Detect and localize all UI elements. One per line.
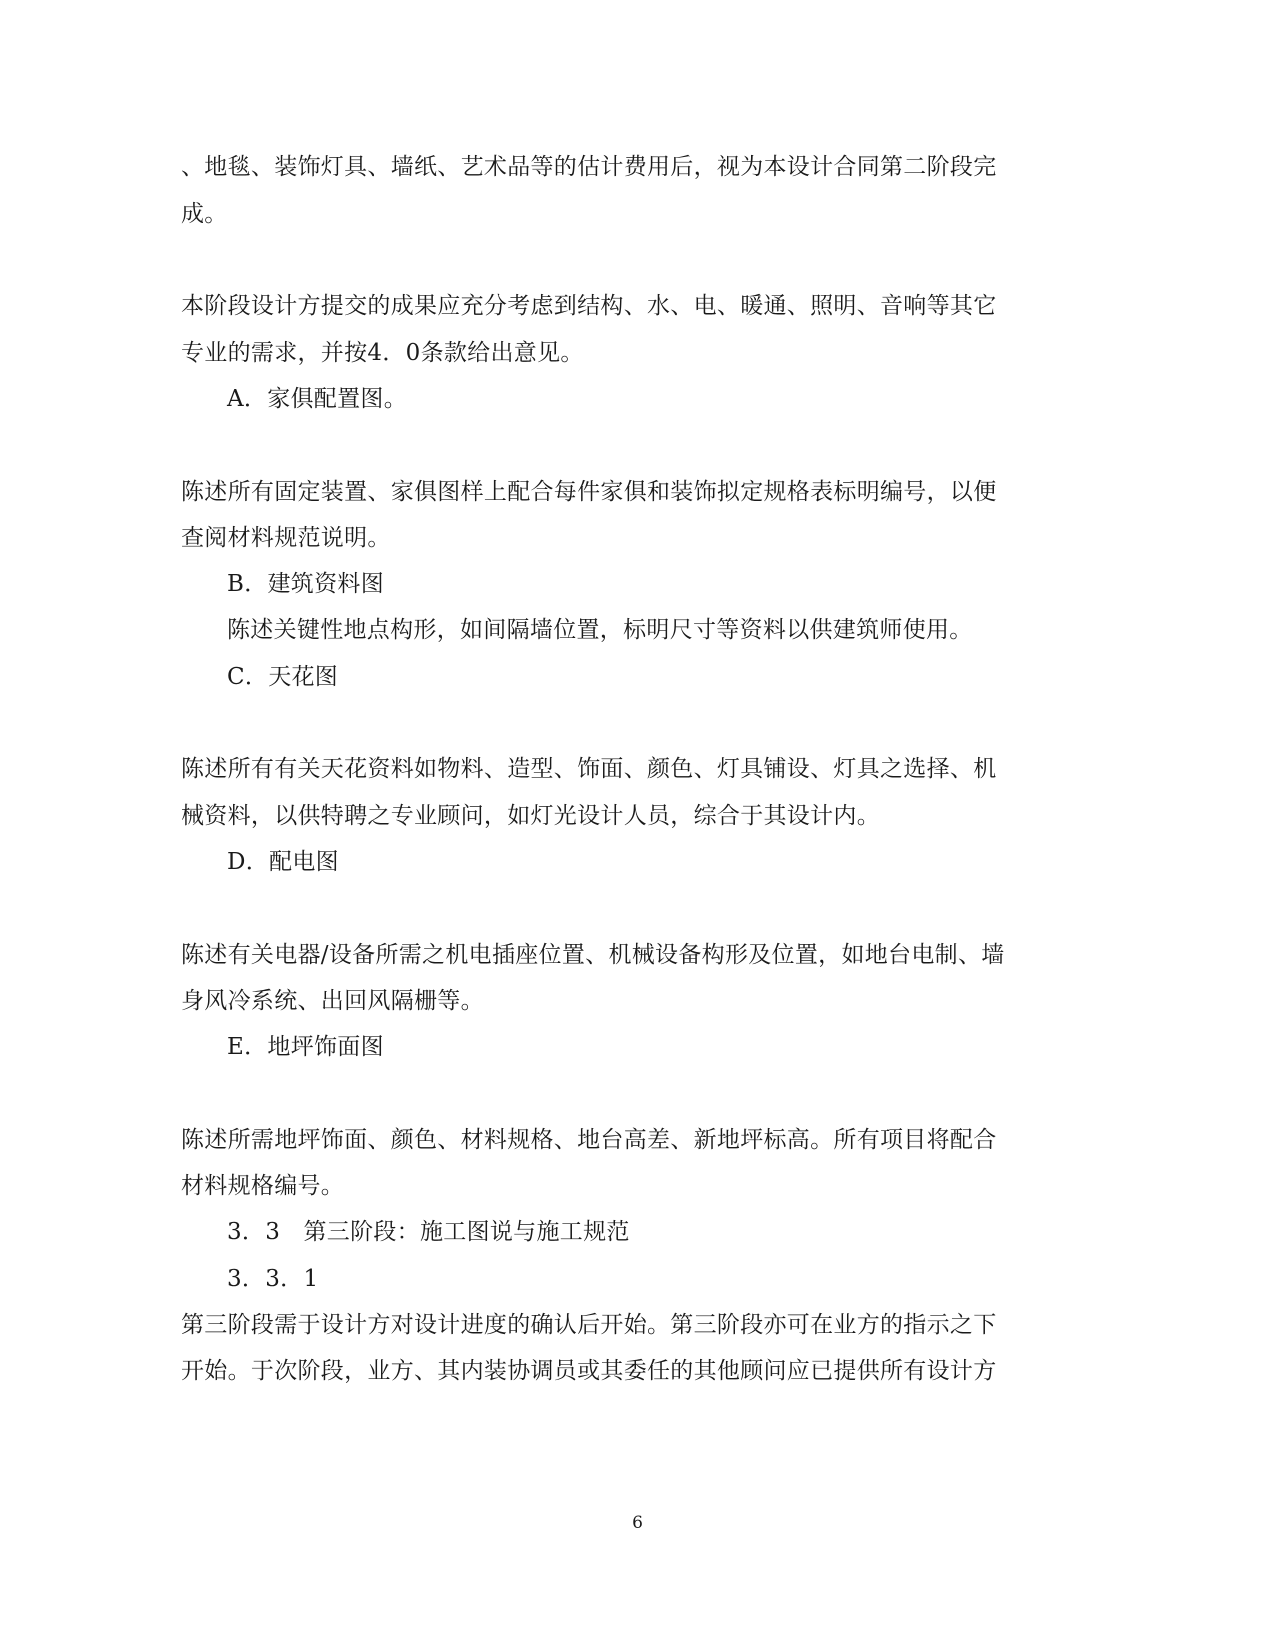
section-heading: E．地坪饰面图 — [227, 1034, 384, 1060]
text-line: 第三阶段需于设计方对设计进度的确认后开始。第三阶段亦可在业方的指示之下 — [181, 1312, 997, 1338]
text-line: 、地毯、装饰灯具、墙纸、艺术品等的估计费用后，视为本设计合同第二阶段完 — [181, 154, 997, 180]
text-line: 身风冷系统、出回风隔栅等。 — [181, 988, 484, 1014]
page-number: 6 — [632, 1513, 643, 1533]
text-line: 陈述所需地坪饰面、颜色、材料规格、地台高差、新地坪标高。所有项目将配合 — [181, 1127, 997, 1153]
section-heading: B．建筑资料图 — [227, 571, 385, 597]
section-heading: 3．3 第三阶段：施工图说与施工规范 — [227, 1219, 630, 1245]
section-heading: D．配电图 — [227, 849, 339, 875]
text-line: 本阶段设计方提交的成果应充分考虑到结构、水、电、暖通、照明、音响等其它 — [181, 293, 997, 319]
text-line: 查阅材料规范说明。 — [181, 525, 391, 551]
text-line: 开始。于次阶段，业方、其内装协调员或其委任的其他顾问应已提供所有设计方 — [181, 1358, 997, 1384]
text-line: 陈述关键性地点构形，如间隔墙位置，标明尺寸等资料以供建筑师使用。 — [227, 617, 973, 643]
text-line: 械资料，以供特聘之专业顾问，如灯光设计人员，综合于其设计内。 — [181, 803, 880, 829]
text-line: 成。 — [181, 201, 228, 227]
text-line: 陈述所有有关天花资料如物料、造型、饰面、颜色、灯具铺设、灯具之选择、机 — [181, 756, 997, 782]
section-heading: 3．3．1 — [227, 1266, 319, 1292]
section-heading: C．天花图 — [227, 664, 339, 690]
section-heading: A．家俱配置图。 — [227, 386, 408, 412]
text-line: 专业的需求，并按4．0条款给出意见。 — [181, 340, 584, 366]
text-line: 陈述有关电器/设备所需之机电插座位置、机械设备构形及位置，如地台电制、墙 — [181, 942, 1005, 968]
text-line: 材料规格编号。 — [181, 1173, 345, 1199]
text-line: 陈述所有固定装置、家俱图样上配合每件家俱和装饰拟定规格表标明编号，以便 — [181, 479, 997, 505]
